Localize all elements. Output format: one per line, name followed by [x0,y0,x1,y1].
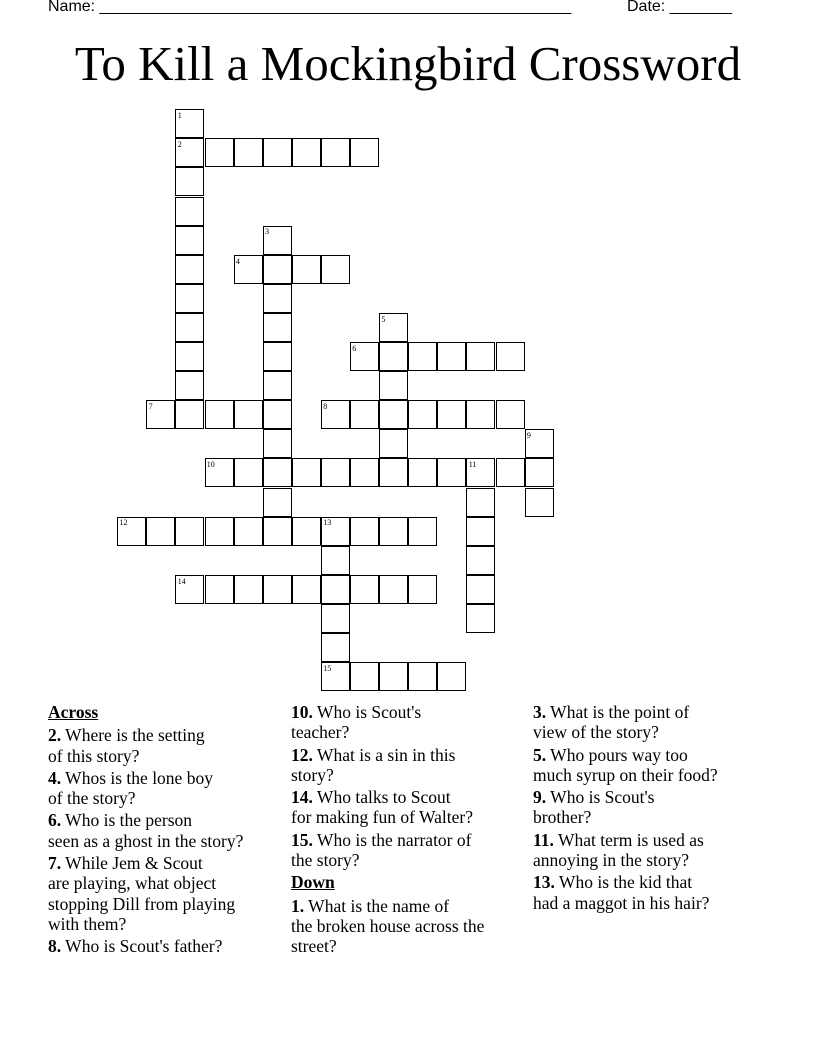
grid-cell[interactable] [146,517,175,546]
page-title: To Kill a Mockingbird Crossword [74,36,742,91]
grid-cell[interactable] [437,400,466,429]
grid-cell[interactable] [379,429,408,458]
clue-number: 7 [148,402,153,411]
grid-cell[interactable] [175,371,204,400]
grid-cell[interactable] [466,488,495,517]
grid-cell[interactable] [466,342,495,371]
grid-cell[interactable] [496,342,525,371]
clue-down-11: 11. What term is used as annoying in the story? [533,829,704,871]
grid-cell[interactable] [525,488,554,517]
grid-cell[interactable] [175,313,204,342]
clue-across-8: 8. Who is Scout's father? [48,936,223,957]
grid-cell[interactable] [175,517,204,546]
grid-cell[interactable] [292,575,321,604]
grid-cell[interactable] [263,342,292,371]
clue-number: 2 [177,140,182,150]
clue-across-7: 7. While Jem & Scout are playing, what object stopping Dill from playing with them? [48,853,236,934]
clue-down-13: 13. Who is the kid that had a maggot in his hair? [533,872,710,913]
grid-cell[interactable] [292,138,321,167]
grid-cell[interactable] [350,138,379,167]
clue-down-5: 5. Who pours way too much syrup on their food? [533,744,718,785]
grid-cell[interactable] [408,517,437,546]
grid-cell[interactable] [408,400,437,429]
clue-across-6: 6. Who is the person seen as a ghost in the story? [48,810,244,851]
grid-cell[interactable] [175,284,204,313]
grid-cell[interactable] [408,575,437,604]
grid-cell[interactable] [234,400,263,429]
grid-cell[interactable] [466,604,495,633]
grid-cell[interactable] [263,429,292,458]
grid-cell[interactable] [263,400,292,429]
grid-cell[interactable] [379,458,408,487]
grid-cell[interactable] [350,575,379,604]
grid-cell[interactable] [379,342,408,371]
clue-across-2: 2. Where is the setting of this story? [48,725,205,766]
grid-cell[interactable] [321,138,350,167]
grid-cell[interactable] [175,167,204,196]
clue-across-15: 15. Who is the narrator of the story? [291,829,472,871]
grid-cell[interactable] [321,633,350,662]
grid-cell[interactable] [525,458,554,487]
clue-number: 4 [235,256,240,266]
clue-column-2 [291,702,484,959]
date-line: Date: _______ [627,0,732,15]
clue-across-12: 12. What is a sin in this story? [291,744,456,785]
clue-across-4: 4. Whos is the lone boy of the story? [48,767,213,809]
clue-column-1 [48,702,243,959]
grid-cell[interactable] [263,138,292,167]
clue-across-10: 10. Who is Scout's teacher? [291,702,422,743]
clue-number: 12 [119,518,128,528]
grid-cell[interactable] [379,662,408,691]
grid-cell[interactable] [175,400,204,429]
grid-cell[interactable] [263,284,292,313]
grid-cell[interactable] [437,458,466,487]
grid-cell[interactable] [292,255,321,284]
grid-cell[interactable] [408,342,437,371]
clue-number: 9 [526,431,531,441]
clue-number: 10 [206,460,215,470]
grid-cell[interactable] [379,517,408,546]
grid-cell[interactable] [263,371,292,400]
clue-across-14: 14. Who talks to Scout for making fun of Walter? [291,787,473,828]
grid-cell[interactable] [292,517,321,546]
grid-cell[interactable] [234,575,263,604]
clue-number: 15 [323,663,332,673]
grid-cell[interactable] [234,517,263,546]
name-line: Name: _____________________________________________________ [48,0,572,15]
grid-cell[interactable] [437,662,466,691]
grid-cell[interactable] [263,313,292,342]
grid-cell[interactable] [350,662,379,691]
clue-down-3: 3. What is the point of view of the story? [533,702,690,743]
clue-number: 11 [468,460,477,470]
grid-cell[interactable] [175,255,204,284]
grid-cell[interactable] [350,517,379,546]
grid-cell[interactable] [263,458,292,487]
clue-column-3 [533,702,718,915]
grid-cell[interactable] [379,371,408,400]
grid-cell[interactable] [496,400,525,429]
clue-number: 6 [352,343,357,353]
grid-cell[interactable] [263,255,292,284]
grid-cell[interactable] [175,226,204,255]
grid-cell[interactable] [321,458,350,487]
grid-cell[interactable] [321,575,350,604]
grid-cell[interactable] [263,575,292,604]
grid-cell[interactable] [175,197,204,226]
clue-number: 1 [177,111,182,120]
clue-number: 8 [323,402,328,411]
grid-cell[interactable] [437,342,466,371]
grid-cell[interactable] [234,138,263,167]
grid-cell[interactable] [466,400,495,429]
clue-down-9: 9. Who is Scout's brother? [533,787,655,828]
down-heading: Down [291,872,335,893]
grid-cell[interactable] [350,458,379,487]
clue-number: 5 [381,314,386,324]
grid-cell[interactable] [496,458,525,487]
clue-number: 3 [265,227,269,237]
grid-cell[interactable] [466,517,495,546]
clue-down-1: 1. What is the name of the broken house across the street? [291,895,485,957]
grid-cell[interactable] [379,575,408,604]
grid-cell[interactable] [408,458,437,487]
clue-number: 14 [177,576,186,586]
grid-cell[interactable] [408,662,437,691]
grid-cell[interactable] [205,517,234,546]
grid-cell[interactable] [205,400,234,429]
across-heading: Across [48,702,99,722]
grid-cell[interactable] [263,488,292,517]
grid-cell[interactable] [321,255,350,284]
grid-cell[interactable] [350,400,379,429]
grid-cell[interactable] [321,604,350,633]
grid-cell[interactable] [263,517,292,546]
grid-cell[interactable] [205,575,234,604]
grid-cell[interactable] [175,342,204,371]
grid-cell[interactable] [292,458,321,487]
grid-cell[interactable] [466,575,495,604]
grid-cell[interactable] [234,458,263,487]
grid-cell[interactable] [466,546,495,575]
clue-number: 13 [323,518,332,528]
grid-cell[interactable] [321,546,350,575]
grid-cell[interactable] [205,138,234,167]
grid-cell[interactable] [379,400,408,429]
